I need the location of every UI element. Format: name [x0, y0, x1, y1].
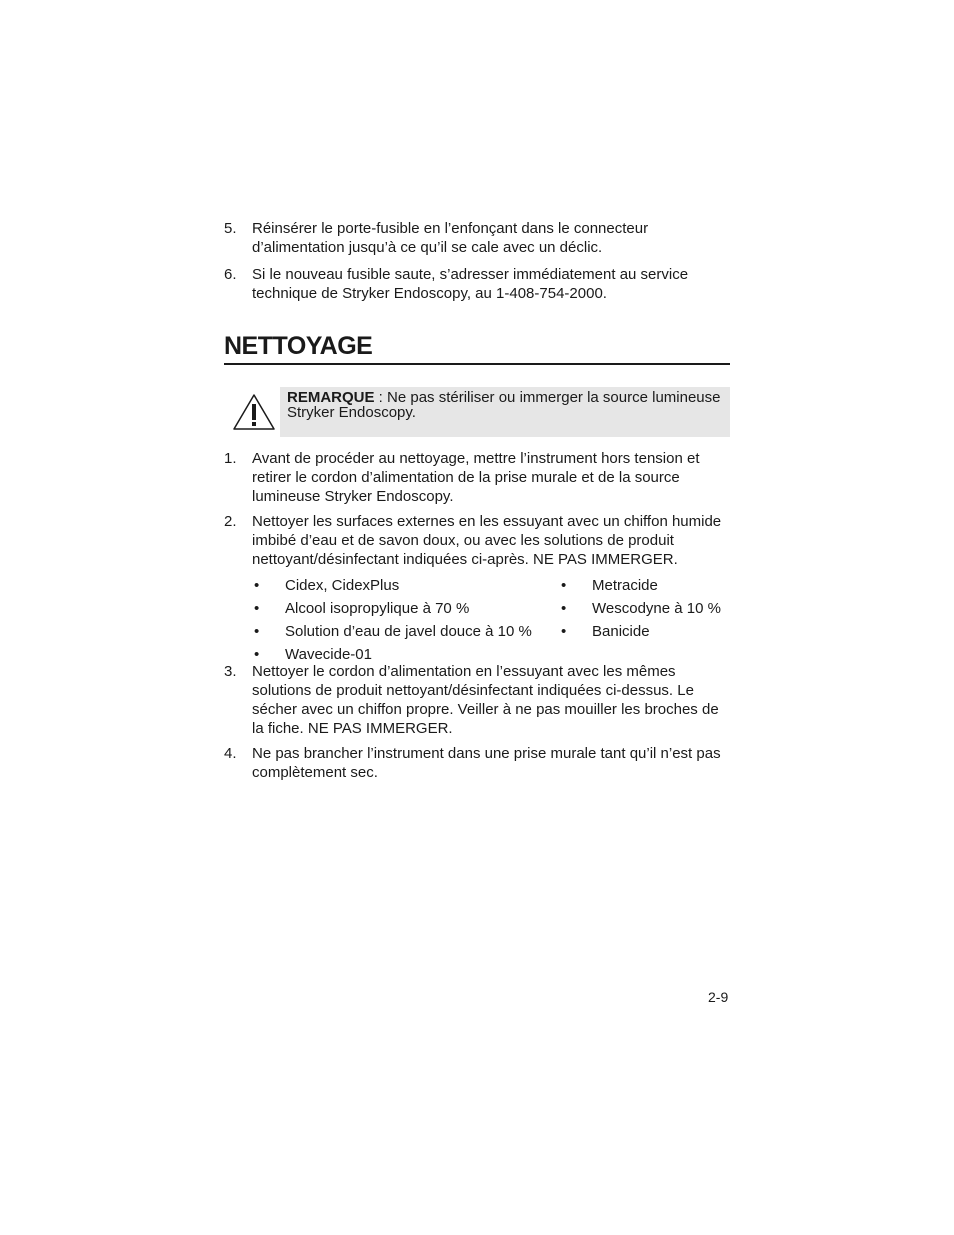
- list-item: [224, 219, 730, 257]
- step-text: Réinsérer le porte-fusible en l’enfonçant dans le connecteur d’alimentation jusqu’à ce qu’il se cale avec un déclic.: [252, 220, 649, 256]
- bullet-item: • Alcool isopropylique à 70 %: [252, 599, 532, 622]
- step-number: 5.: [224, 220, 237, 237]
- bullet-item: • Cidex, CidexPlus: [252, 576, 532, 599]
- bullet-item: • Banicide: [559, 622, 721, 645]
- list-item: [224, 662, 730, 738]
- note-callout: [224, 387, 730, 437]
- bullet-item: • Wavecide-01: [252, 645, 532, 668]
- page-content: [224, 219, 730, 782]
- step-text: Ne pas brancher l’instrument dans une prise murale tant qu’il n’est pas complètement sec.: [252, 745, 721, 781]
- steps-top-list: [224, 219, 730, 303]
- step-number: 1.: [224, 450, 237, 467]
- warning-triangle-icon: [232, 393, 276, 431]
- list-item: [224, 512, 730, 569]
- bullet-item: • Wescodyne à 10 %: [559, 599, 721, 622]
- step-text: Nettoyer le cordon d’alimentation en l’essuyant avec les mêmes solutions de produit nettoyant/désinfectant indiquées ci-dessus. Le sécher avec un chiffon propre. Veiller à ne pas mouiller les broches de la fiche. NE PAS IMMERGER.: [252, 663, 719, 737]
- solutions-bullet-list: [224, 576, 730, 663]
- bullet-item: • Solution d’eau de javel douce à 10 %: [252, 622, 532, 645]
- step-number: 3.: [224, 663, 237, 680]
- step-text: Avant de procéder au nettoyage, mettre l’instrument hors tension et retirer le cordon d’alimentation de la prise murale et de la source lumineuse Stryker Endoscopy.: [252, 450, 700, 505]
- bullet-item: • Metracide: [559, 576, 721, 599]
- note-text: : Ne pas stériliser ou immerger la source lumineuse Stryker Endoscopy.: [287, 389, 721, 421]
- step-text: Si le nouveau fusible saute, s’adresser immédiatement au service technique de Stryker Endoscopy, au 1-408-754-2000.: [252, 266, 689, 302]
- step-number: 2.: [224, 513, 237, 530]
- list-item: [224, 744, 730, 782]
- step-number: 4.: [224, 745, 237, 762]
- section-title: NETTOYAGE: [224, 331, 730, 365]
- list-item: [224, 265, 730, 303]
- step-text: Nettoyer les surfaces externes en les essuyant avec un chiffon humide imbibé d’eau et de savon doux, ou avec les solutions de produit nettoyant/désinfectant indiquées ci-après. NE PAS IMMERGER.: [252, 513, 722, 568]
- bullet-column-left: [252, 576, 532, 668]
- page-number: 2-9: [708, 989, 729, 1005]
- note-box: [280, 387, 730, 437]
- bullet-column-right: [559, 576, 721, 645]
- step-number: 6.: [224, 266, 237, 283]
- steps-main-list: [224, 449, 730, 782]
- list-item: [224, 449, 730, 506]
- note-label: REMARQUE: [287, 389, 375, 406]
